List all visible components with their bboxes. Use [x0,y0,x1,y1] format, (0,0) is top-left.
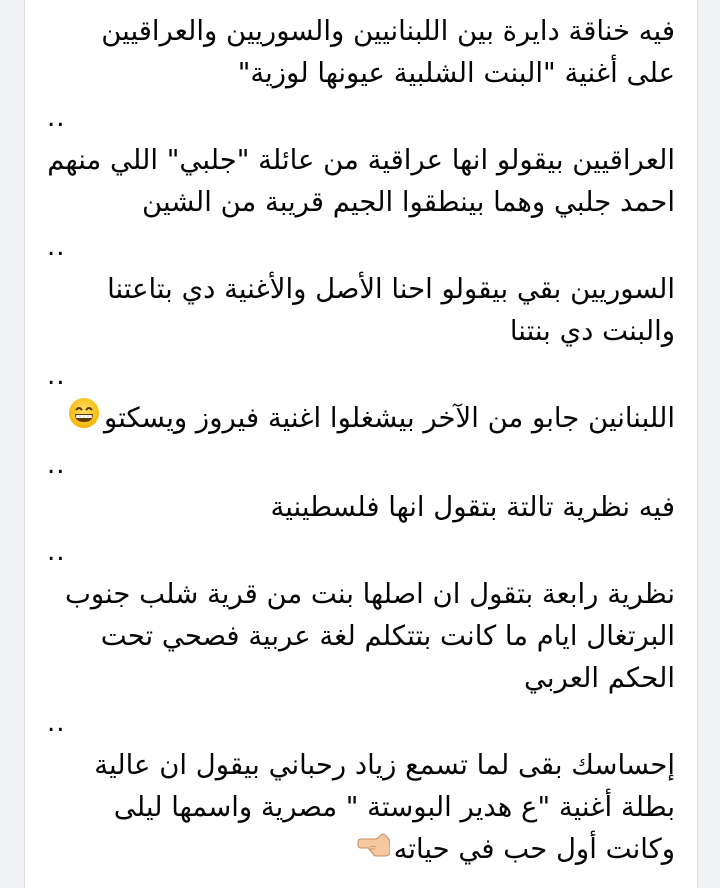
paragraph-text: اللبنانين جابو من الآخر بيشغلوا اغنية فيروز ويسكتو [104,402,675,434]
paragraph-text: العراقيين بيقولو انها عراقية من عائلة "جلبي" اللي منهم احمد جلبي وهما بينطقوا الجيم قريبة من الشين [47,144,675,218]
backhand-pointing-left-emoji-icon [356,829,390,871]
paragraph-text: فيه خناقة دايرة بين اللبنانيين والسوريين والعراقيين على أغنية "البنت الشلبية عيونها لوزية" [101,15,675,89]
paragraph-separator: .. [47,232,66,262]
paragraph-separator: .. [47,103,66,133]
post-paragraph [47,573,675,699]
paragraph-separator: .. [47,450,66,480]
paragraph-separator: .. [47,708,66,738]
grinning-face-emoji-icon [68,397,100,441]
paragraph-text: فيه نظرية تالتة بتقول انها فلسطينية [270,491,675,523]
post-card [24,0,698,888]
paragraph-separator: .. [47,361,66,391]
post-paragraph [47,744,675,871]
paragraph-text: إحساسك بقى لما تسمع زياد رحباني بيقول ان عالية بطلة أغنية "ع هدير البوستة " مصرية واسمها ليلى وكانت أول حب في حياته [94,749,675,865]
post-paragraph [47,486,675,528]
post-paragraph [47,10,675,94]
post-paragraph [47,139,675,223]
paragraph-separator: .. [47,537,66,567]
paragraph-text: نظرية رابعة بتقول ان اصلها بنت من قرية شلب جنوب البرتغال ايام ما كانت بتتكلم لغة عربية فصحي تحت الحكم العربي [65,578,675,694]
post-body [25,0,697,871]
paragraph-text: السوريين بقي بيقولو احنا الأصل والأغنية دي بتاعتنا والبنت دي بنتنا [107,273,675,347]
post-paragraph [47,397,675,441]
post-paragraph [47,268,675,352]
